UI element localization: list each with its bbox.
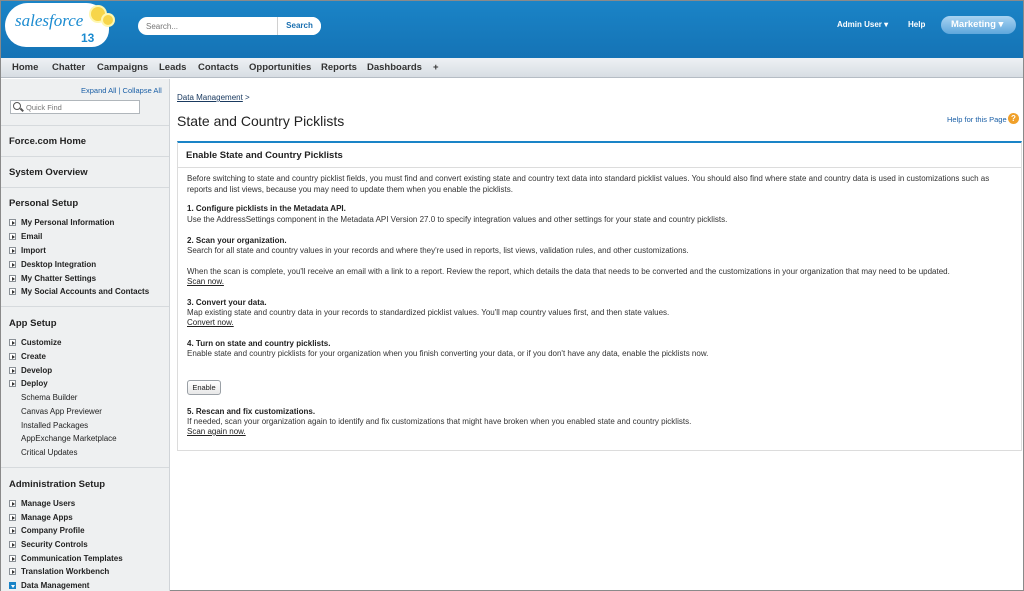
divider (1, 125, 169, 126)
divider (1, 467, 169, 468)
intro-text: Before switching to state and country picklist fields, you must find and convert existing state and country text data into standard picklist values. You should also find where state and country data is used in customizations such as reports and list views, because you may need to update them when you enable the picklists. (187, 174, 990, 194)
sidebar-item-desktop-integration[interactable]: Desktop Integration (9, 260, 96, 269)
step2-text2: When the scan is complete, you'll receive an email with a link to a report. Review the report, which details the data that needs to be converted and the customizations in your organization that may need to be updated. (187, 267, 950, 276)
expand-arrow-icon (9, 275, 16, 282)
search-input[interactable] (146, 20, 274, 32)
quick-find (10, 100, 140, 114)
expand-arrow-icon (9, 339, 16, 346)
step3-title: 3. Convert your data. (187, 298, 267, 307)
salesforce-logo[interactable] (5, 3, 109, 47)
help-for-this-page-link[interactable]: Help for this Page (947, 115, 1007, 124)
sidebar-item-develop[interactable]: Develop (9, 366, 52, 375)
sidebar-item-installed-packages[interactable]: Installed Packages (21, 421, 89, 430)
expand-arrow-icon (9, 514, 16, 521)
sidebar-item-manage-users[interactable]: Manage Users (9, 499, 75, 508)
expand-arrow-icon (9, 380, 16, 387)
tab-leads[interactable]: Leads (159, 62, 187, 73)
expand-arrow-icon (9, 500, 16, 507)
divider (178, 167, 1021, 168)
sidebar-item-translation-workbench[interactable]: Translation Workbench (9, 567, 109, 576)
step5-title: 5. Rescan and fix customizations. (187, 407, 316, 416)
step4-title: 4. Turn on state and country picklists. (187, 339, 331, 348)
expand-arrow-icon (9, 247, 16, 254)
sidebar-item-my-chatter-settings[interactable]: My Chatter Settings (9, 274, 96, 283)
sidebar-item-company-profile[interactable]: Company Profile (9, 526, 85, 535)
step2-title: 2. Scan your organization. (187, 236, 287, 245)
expand-arrow-icon (9, 219, 16, 226)
sidebar-item-my-personal-information[interactable]: My Personal Information (9, 218, 114, 227)
user-menu[interactable]: Admin User ▾ (837, 20, 889, 29)
expand-arrow-icon (9, 568, 16, 575)
tab-opportunities[interactable]: Opportunities (249, 62, 312, 73)
step1-text: Use the AddressSettings component in the Metadata API Version 27.0 to specify integration values and other settings for your state and country picklists. (187, 215, 728, 224)
app-setup-heading: App Setup (9, 318, 57, 329)
logo-release-number: 13 (81, 31, 95, 45)
page-title: State and Country Picklists (177, 113, 345, 129)
tab-reports[interactable]: Reports (321, 62, 357, 73)
quick-find-input[interactable] (26, 102, 134, 112)
tab-contacts[interactable]: Contacts (198, 62, 239, 73)
sidebar-item-customize[interactable]: Customize (9, 338, 61, 347)
expand-arrow-icon (9, 555, 16, 562)
sidebar-item-critical-updates[interactable]: Critical Updates (21, 448, 78, 457)
tab-chatter[interactable]: Chatter (52, 62, 86, 73)
scan-now-link[interactable]: Scan now. (187, 277, 224, 286)
sidebar-item-security-controls[interactable]: Security Controls (9, 540, 88, 549)
sidebar-item-communication-templates[interactable]: Communication Templates (9, 554, 123, 563)
sidebar-item-import[interactable]: Import (9, 246, 46, 255)
step2-text: Search for all state and country values in your records and where they're used in reports, list views, validation rules, and other customizations. (187, 246, 689, 255)
divider (1, 306, 169, 307)
breadcrumb-separator: > (242, 93, 250, 102)
expand-arrow-icon (9, 541, 16, 548)
global-search (138, 17, 321, 35)
tab-campaigns[interactable]: Campaigns (97, 62, 149, 73)
system-overview[interactable]: System Overview (9, 167, 88, 178)
step1-title: 1. Configure picklists in the Metadata API. (187, 204, 346, 213)
personal-setup-heading: Personal Setup (9, 198, 79, 209)
step4-text: Enable state and country picklists for your organization when you finish converting your data, or if you don't have any data, enable the picklists now. (187, 349, 709, 358)
sidebar-item-schema-builder[interactable]: Schema Builder (21, 393, 78, 402)
expand-collapse-all[interactable]: Expand All | Collapse All (81, 86, 162, 95)
flower-icon (103, 15, 113, 25)
tab-bar (1, 58, 1023, 78)
sidebar-item-canvas-app-previewer[interactable]: Canvas App Previewer (21, 407, 102, 416)
sidebar-item-create[interactable]: Create (9, 352, 46, 361)
divider (1, 187, 169, 188)
app-switcher[interactable]: Marketing ▾ (941, 16, 1016, 34)
search-button[interactable]: Search (277, 17, 321, 35)
breadcrumb (177, 93, 250, 102)
add-tab-icon[interactable]: + (433, 62, 439, 73)
tab-dashboards[interactable]: Dashboards (367, 62, 422, 73)
expand-arrow-icon (9, 261, 16, 268)
collapse-arrow-icon (9, 582, 16, 589)
sidebar-item-data-management[interactable]: Data Management (9, 581, 89, 590)
global-header (1, 1, 1023, 58)
help-link[interactable]: Help (908, 20, 926, 29)
expand-arrow-icon (9, 367, 16, 374)
sidebar-item-my-social-accounts[interactable]: My Social Accounts and Contacts (9, 287, 149, 296)
expand-arrow-icon (9, 233, 16, 240)
tab-home[interactable]: Home (12, 62, 39, 73)
setup-sidebar (1, 79, 170, 591)
enable-button[interactable]: Enable (187, 380, 221, 395)
scan-again-link[interactable]: Scan again now. (187, 427, 246, 436)
help-icon[interactable]: ? (1008, 113, 1019, 124)
expand-arrow-icon (9, 353, 16, 360)
expand-arrow-icon (9, 527, 16, 534)
panel-title: Enable State and Country Picklists (186, 150, 343, 161)
enable-picklists-panel (177, 141, 1022, 451)
divider (1, 156, 169, 157)
expand-arrow-icon (9, 288, 16, 295)
step3-text: Map existing state and country data in your records to standardized picklist values. You'll map country values first, and then state values. (187, 308, 670, 317)
convert-now-link[interactable]: Convert now. (187, 318, 234, 327)
sidebar-item-manage-apps[interactable]: Manage Apps (9, 513, 73, 522)
step5-text: If needed, scan your organization again to identify and fix customizations that might have broken when you enabled state and country picklists. (187, 417, 692, 426)
administration-setup-heading: Administration Setup (9, 479, 106, 490)
sidebar-item-email[interactable]: Email (9, 232, 42, 241)
search-icon (13, 102, 21, 110)
force-com-home[interactable]: Force.com Home (9, 136, 87, 147)
sidebar-item-deploy[interactable]: Deploy (9, 379, 48, 388)
logo-text: salesforce (15, 11, 84, 30)
sidebar-item-appexchange-marketplace[interactable]: AppExchange Marketplace (21, 434, 117, 443)
breadcrumb-data-management[interactable]: Data Management (177, 93, 243, 102)
